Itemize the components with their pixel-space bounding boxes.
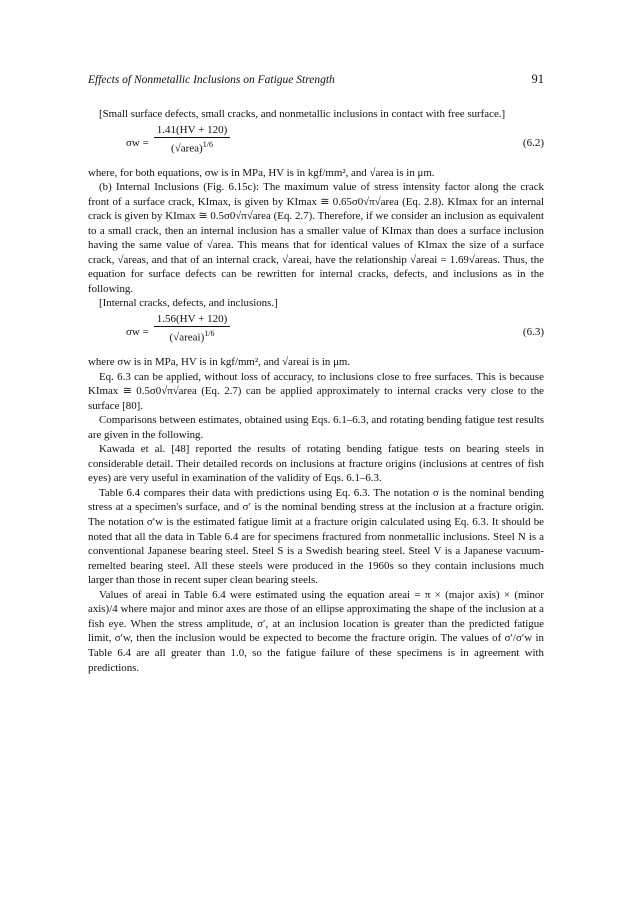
equation-number: (6.3) <box>522 326 544 339</box>
equation-fraction <box>154 313 230 344</box>
denominator-exponent: 1/6 <box>202 139 213 149</box>
paragraph-units-6-3: where σw is in MPa, HV is in kgf/mm², and √areai is in μm. <box>88 356 351 369</box>
paragraph-units-6-2: where, for both equations, σw is in MPa, HV is in kgf/mm², and √area is in μm. <box>88 166 435 179</box>
running-title: Effects of Nonmetallic Inclusions on Fatigue Strength <box>88 74 335 86</box>
paragraph-area-values: Values of areai in Table 6.4 were estimated using the equation areai = π × (major axis) × (minor axis)/4 where major and minor axes are those of an ellipse approximating the shape of the inclusion at a fish eye. When the stress amplitude, σ′, at an inclusion location is greater than the predicted fatigue limit, σ′w, then the inclusion would be expected to become the fracture origin. The values of σ′/σ′w in Table 6.4 are all greater than 1.0, so the fatigue failure of these specimens is in agreement with predictions. <box>88 588 544 674</box>
equation-fraction <box>154 124 230 155</box>
running-header <box>88 72 544 87</box>
paragraph-eq-6-3-application: Eq. 6.3 can be applied, without loss of accuracy, to inclusions close to free surfaces. This is because KImax ≅ 0.5σ0√π√area (Eq. 2.7) can be applied approximately to internal cracks very close to the surface [80]. <box>88 370 544 412</box>
equation-numerator: 1.56(HV + 120) <box>154 313 230 327</box>
equation-lhs: σw = <box>126 326 149 339</box>
paragraph-kawada: Kawada et al. [48] reported the results of rotating bending fatigue tests on bearing steels in considerable detail. Their detailed records on inclusions at fracture origins (inclusions at centres of fish eyes) are very useful in examination of the validity of Eqs. 6.1–6.3. <box>88 443 544 485</box>
paragraph-internal-inclusions: (b) Internal Inclusions (Fig. 6.15c): The maximum value of stress intensity factor along the crack front of a surface crack, KImax, is given by KImax ≅ 0.65σ0√π√area (Eq. 2.8). KImax for an internal crack is given by KImax ≅ 0.5σ0√π√area (Eq. 2.7). Therefore, if we consider an inclusion as equivalent to a small crack, then an internal inclusion has a smaller value of KImax than does a surface inclusion having the same value of √area. This means that for identical values of KImax the size of a surface crack, √areas, and that of an internal crack, √areai, have the relationship √areai = 1.69√areas. Thus, the equation for surface defects can be rewritten for internal cracks, defects, and inclusions as in the following. <box>88 181 544 295</box>
page-number: 91 <box>531 72 544 86</box>
denominator-base: (√areai) <box>169 331 205 344</box>
paragraph-internal-note: [Internal cracks, defects, and inclusions.] <box>99 297 278 310</box>
paragraph-table-6-4: Table 6.4 compares their data with predictions using Eq. 6.3. The notation σ is the nominal bending stress at a specimen's surface, and σ′ is the nominal bending stress at the inclusion at a fracture origin. The notation σ′w is the estimated fatigue limit at a fracture origin calculated using Eq. 6.3. It should be noted that all the data in Table 6.4 are for specimens fractured from nonmetallic inclusions. Steel N is a conventional Japanese bearing steel. Steel S is a Swedish bearing steel. Steel V is a Japanese vacuum-remelted bearing steel. All these steels were produced in the 1960s so they contain inclusions much larger than those in recent super clean bearing steels. <box>88 486 544 587</box>
denominator-base: (√area) <box>171 142 203 155</box>
equation-6-3 <box>88 311 544 355</box>
equation-denominator <box>154 327 230 344</box>
equation-denominator <box>154 138 230 155</box>
equation-6-2 <box>88 122 544 166</box>
denominator-exponent: 1/6 <box>204 329 215 339</box>
equation-numerator: 1.41(HV + 120) <box>154 124 230 138</box>
equation-lhs: σw = <box>126 136 149 149</box>
page-body <box>88 72 544 675</box>
paragraph-comparisons: Comparisons between estimates, obtained using Eqs. 6.1–6.3, and rotating bending fatigue test results are given in the following. <box>88 414 544 441</box>
paragraph-surface-note: [Small surface defects, small cracks, and nonmetallic inclusions in contact with free surface.] <box>99 108 506 120</box>
equation-number: (6.2) <box>522 136 544 149</box>
